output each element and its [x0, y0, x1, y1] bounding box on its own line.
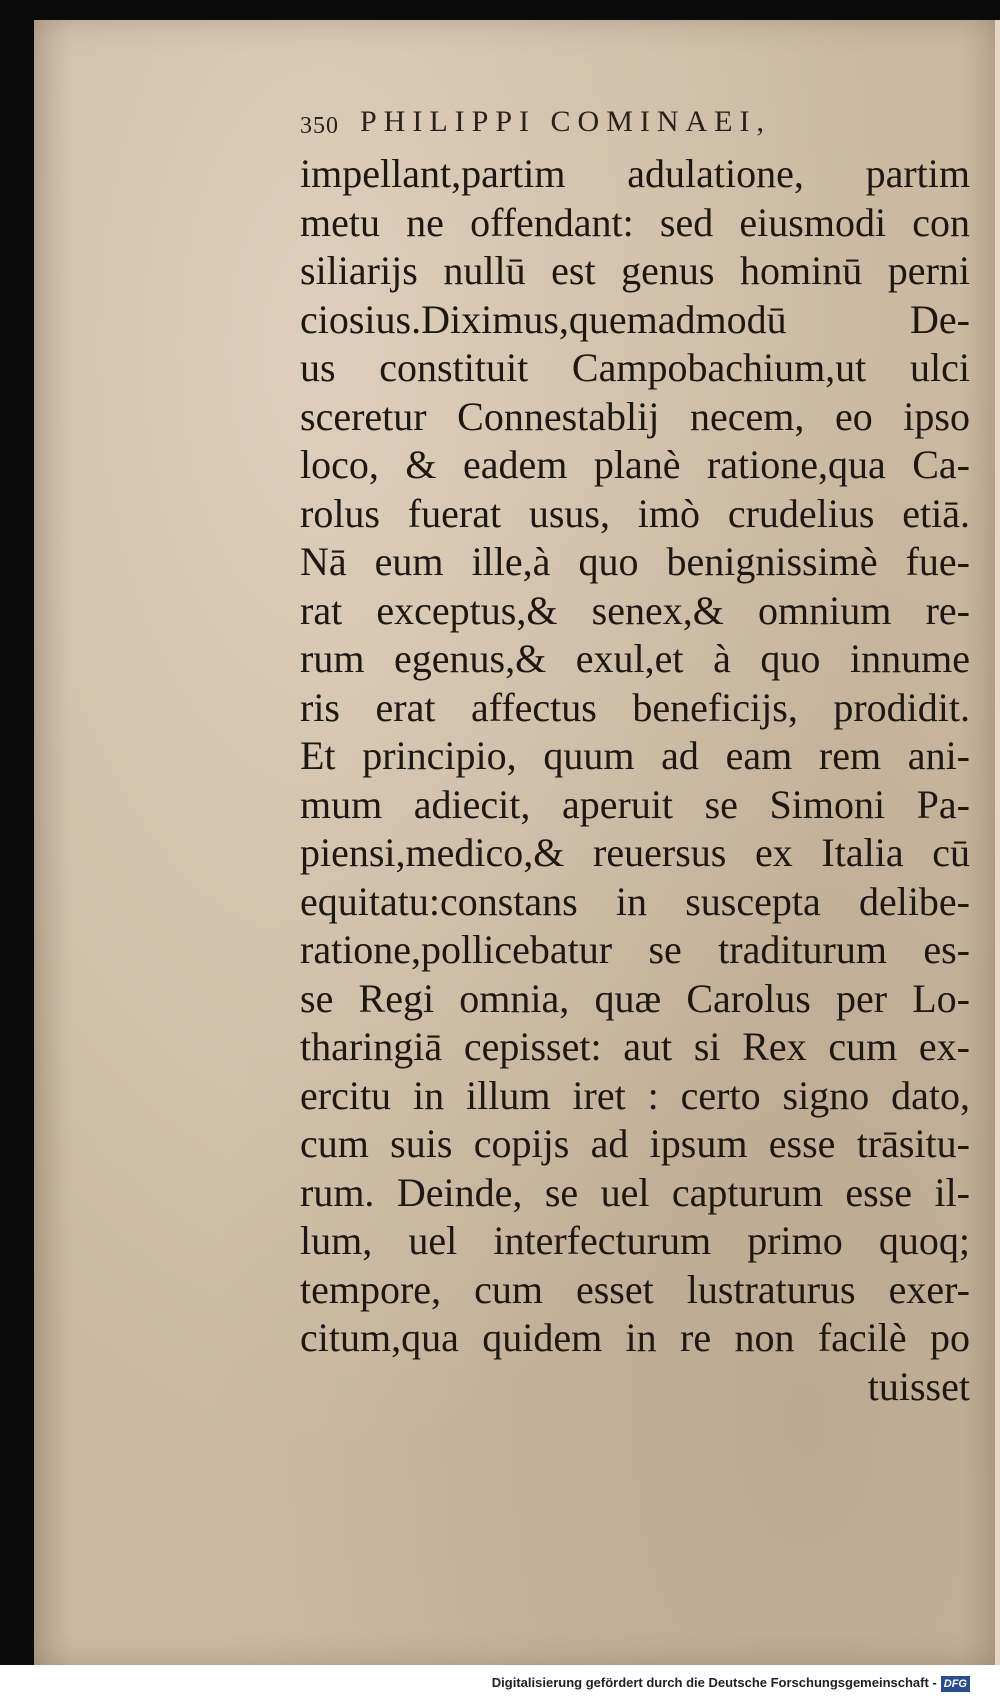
text-line: siliarijs nullū est genus hominū perni [300, 248, 970, 293]
running-head: PHILIPPI COMINAEI, [360, 105, 771, 138]
text-line: tempore, cum esset lustraturus exer- [300, 1266, 970, 1312]
text-line: rolus fuerat usus, imò crudelius etiā. [300, 490, 970, 536]
text-line: us constituit Campobachium,ut ulci [300, 345, 970, 390]
text-line: se Regi omnia, quæ Carolus per Lo- [300, 975, 970, 1021]
catchword: tuisset [867, 1363, 970, 1409]
text-line: ercitu in illum iret : certo signo dato, [300, 1072, 970, 1118]
text-line: Et principio, quum ad eam rem ani- [300, 733, 970, 778]
text-line: rum egenus,& exul,et à quo innume [300, 636, 970, 681]
text-line: loco, & eadem planè ratione,qua Ca- [300, 442, 970, 487]
text-line: lum, uel interfecturum primo quoq; [300, 1218, 970, 1263]
text-line: mum adiecit, aperuit se Simoni Pa- [300, 781, 970, 827]
text-line: rat exceptus,& senex,& omnium re- [300, 587, 970, 633]
text-line: impellant,partim adulatione, partim [300, 151, 970, 196]
text-line: piensi,medico,& reuersus ex Italia cū [300, 830, 970, 875]
dfg-logo: DFG [941, 1676, 970, 1692]
text-line: citum,qua quidem in re non facilè po [300, 1315, 970, 1360]
text-line: ratione,pollicebatur se traditurum es- [300, 927, 970, 972]
page-header [300, 105, 900, 145]
text-line: sceretur Connestablij necem, eo ipso [300, 393, 970, 439]
text-line: ciosius.Diximus,quemadmodū De- [300, 296, 970, 342]
body-text [300, 150, 970, 1410]
text-line: tharingiā cepisset: aut si Rex cum ex- [300, 1024, 970, 1069]
text-line: Nā eum ille,à quo benignissimè fue- [300, 539, 970, 584]
text-line: rum. Deinde, se uel capturum esse il- [300, 1169, 970, 1215]
credit-text: Digitalisierung gefördert durch die Deutsche Forschungsgemeinschaft - [491, 1675, 937, 1690]
digitization-credit [492, 1672, 970, 1694]
text-line: metu ne offendant: sed eiusmodi con [300, 199, 970, 245]
page-number: 350 [300, 113, 339, 139]
text-line: equitatu:constans in suscepta delibe- [300, 878, 970, 924]
text-line: ris erat affectus beneficijs, prodidit. [300, 684, 970, 730]
text-line: cum suis copijs ad ipsum esse trāsitu- [300, 1121, 970, 1166]
facing-page-edge [995, 20, 1000, 1665]
